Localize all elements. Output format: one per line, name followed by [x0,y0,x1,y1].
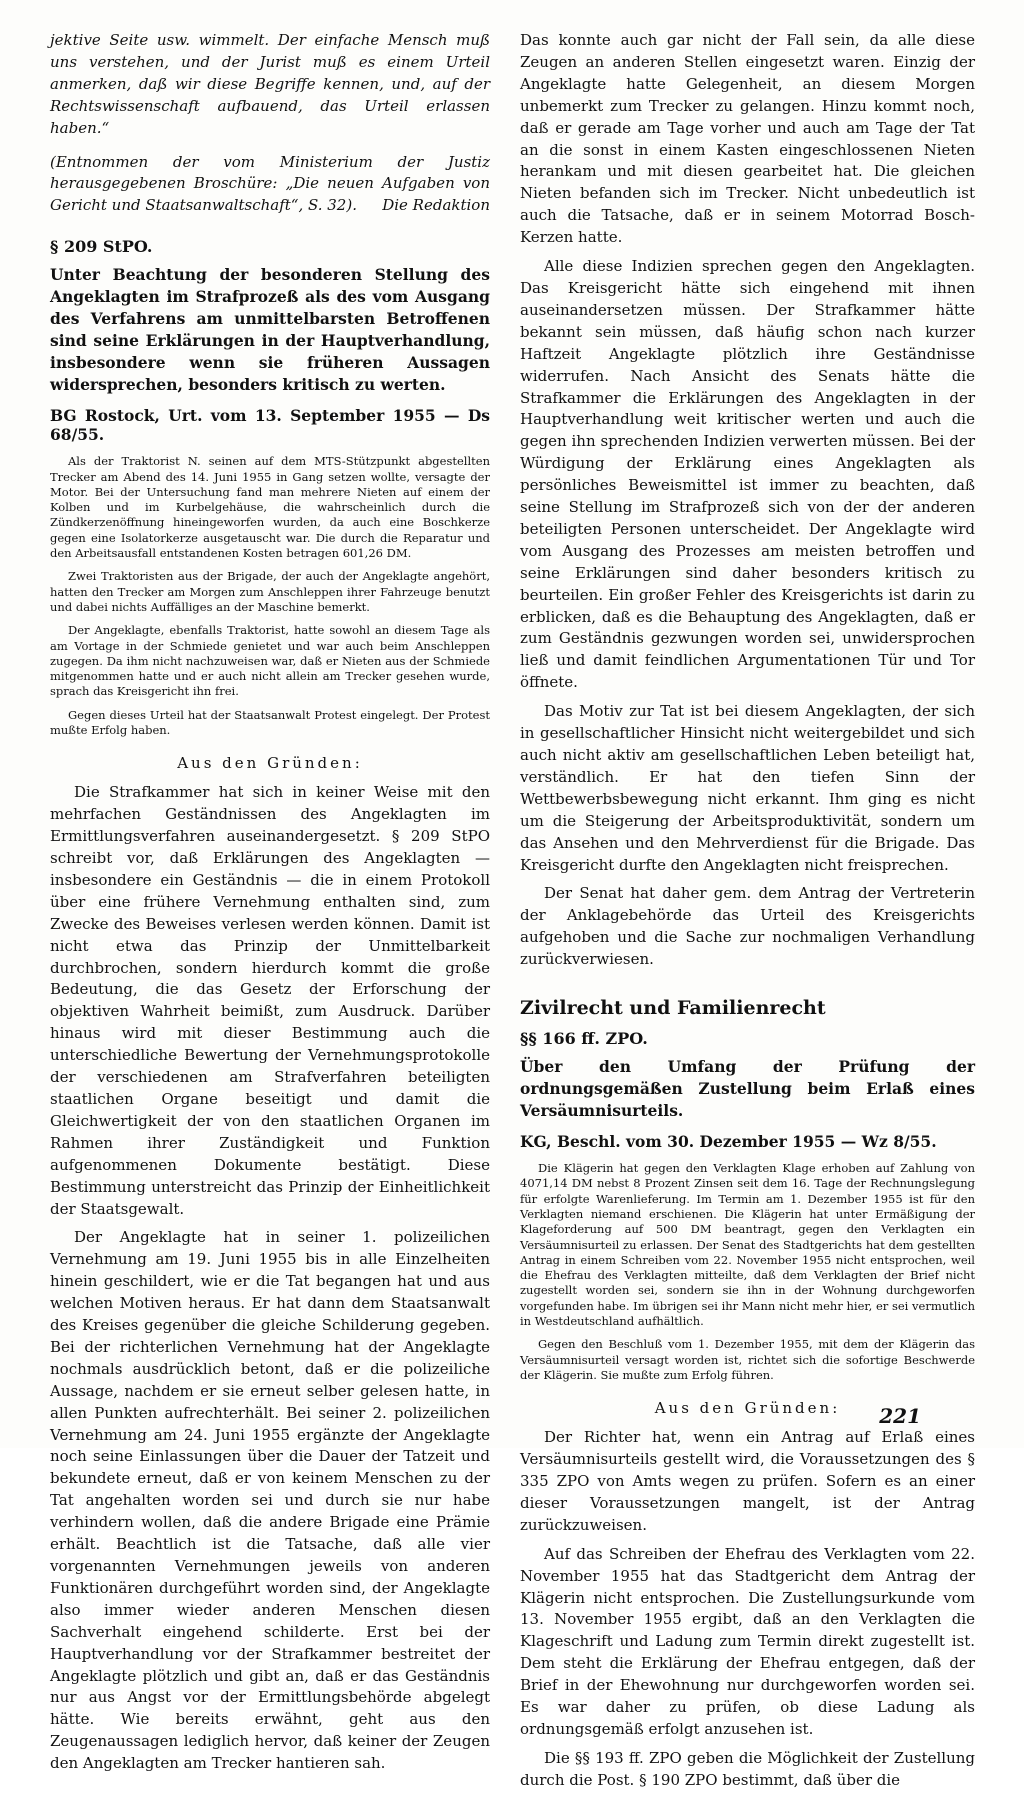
page-number: 221 [879,1404,921,1428]
section-heading-stpo: § 209 StPO. [50,237,153,257]
right-column [520,30,975,1799]
body-paragraph: Das Motiv zur Tat ist bei diesem Angeklagten, der sich in gesellschaftlicher Hinsicht nicht weitergebildet und sich auch nicht aktiv am gesellschaftlichen Leben beteiligt hat, verständlich. Er hat den tiefen Sinn der Wettbewerbsbewegung nicht erkannt. Ihm ging es nicht um die Steigerung der Arbeitsproduktivität, sondern um das Ansehen und den Mehrverdienst für die Brigade. Das Kreisgericht durfte den Angeklagten nicht freisprechen. [520,702,975,874]
facts-paragraph: Die Klägerin hat gegen den Verklagten Klage erhoben auf Zahlung von 4071,14 DM nebst 8 Prozent Zinsen seit dem 16. Tage der Rechnungslegung für erfolgte Warenlieferung. Im Termin am 1. Dezember 1955 ist für den Verklagten niemand erschienen. Die Klägerin hat unter Ermäßigung der Klageforderung auf 500 DM beantragt, gegen den Verklagten ein Versäumnisurteil zu erlassen. Der Senat des Stadtgerichts hat dem gestellten Antrag in einem Schreiben vom 22. November 1955 nicht entsprochen, weil die Ehefrau des Verklagten mitteilte, daß dem Verklagten der Brief nicht zugestellt worden sei, sondern sie ihn in der Wohnung durchgeworfen vorgefunden habe. Im übrigen sei ihr Mann nicht mehr hier, er sei vermutlich in Westdeutschland aufhältlich. [520,1161,975,1329]
headnote-zpo: Über den Umfang der Prüfung der ordnungsgemäßen Zustellung beim Erlaß eines Versäumnisurteils. [520,1057,975,1121]
facts-paragraph: Gegen den Beschluß vom 1. Dezember 1955, mit dem der Klägerin das Versäumnisurteil versagt worden ist, richtet sich die sofortige Beschwerde der Klägerin. Sie mußte zum Erfolg führen. [520,1337,975,1382]
grounds-heading: Aus den Gründen: [177,754,363,773]
section-heading-zpo: §§ 166 ff. ZPO. [520,1029,648,1049]
source-note [50,152,490,218]
grounds-paragraph: Die Strafkammer hat sich in keiner Weise mit den mehrfachen Geständnissen des Angeklagten im Ermittlungsverfahren auseinandergesetzt. § 209 StPO schreibt vor, daß Erklärungen des Angeklagten — insbesondere ein Geständnis — die in einem Protokoll über eine frühere Vernehmung enthalten sind, zum Zwecke des Beweises verlesen werden können. Damit ist nicht etwa das Prinzip der Unmittelbarkeit durchbrochen, sondern hierdurch kommt die große Bedeutung, die das Gesetz der Erforschung der objektiven Wahrheit beimißt, zum Ausdruck. Darüber hinaus wird mit dieser Bestimmung auch die unterschiedliche Bewertung der Vernehmungsprotokolle der verschiedenen am Strafverfahren beteiligten staatlichen Organe beseitigt und damit die Gleichwertigkeit der von den staatlichen Organen im Rahmen ihrer Zuständigkeit und Funktion aufgenommenen Dokumente bestätigt. Diese Bestimmung unterstreicht das Prinzip der Einheitlichkeit der Staatsgewalt. [50,783,490,1218]
grounds-paragraph: Auf das Schreiben der Ehefrau des Verklagten vom 22. November 1955 hat das Stadtgericht dem Antrag der Klägerin nicht entsprochen. Die Zustellungsurkunde vom 13. November 1955 ergibt, daß an den Verklagten die Klageschrift und Ladung zum Termin direkt zugestellt ist. Dem steht die Erklärung der Ehefrau entgegen, daß der Brief in der Ehewohnung nur durchgeworfen worden sei. Es war daher zu prüfen, ob diese Ladung als ordnungsgemäß erfolgt anzusehen ist. [520,1544,975,1738]
left-column [50,30,490,1782]
body-paragraph: Der Senat hat daher gem. dem Antrag der Vertreterin der Anklagebehörde das Urteil des Kreisgerichts aufgehoben und die Sache zur nochmaligen Verhandlung zurückverwiesen. [520,884,975,969]
grounds-heading: Aus den Gründen: [654,1399,841,1418]
source-text: (Entnommen der vom Ministerium der Justiz herausgegebenen Broschüre: „Die neuen Aufgaben von Gericht und Staatsanwaltschaft“, S. 32). [50,152,490,215]
facts-paragraph: Als der Traktorist N. seinen auf dem MTS-Stützpunkt abgestellten Trecker am Abend des 14. Juni 1955 in Gang setzen wollte, versagte der Motor. Bei der Untersuchung fand man mehrere Nieten auf einem der Kolben und im Kurbelgehäuse, die wahrscheinlich durch die Zündkerzenöffnung hineingeworfen wurden, da auch eine Boschkerze gegen eine Isolatorkerze ausgetauscht war. Die durch die Reparatur und den Arbeitsausfall entstandenen Kosten betragen 601,26 DM. [50,454,490,561]
body-paragraph: Das konnte auch gar nicht der Fall sein, da alle diese Zeugen an anderen Stellen eingesetzt waren. Einzig der Angeklagte hatte Gelegenheit, an diesem Morgen unbemerkt zum Trecker zu gelangen. Hinzu kommt noch, daß er gerade am Tage vorher und auch am Tage der Tat an die sonst in einem Kasten eingeschlossenen Nieten herankam und mit diesen gearbeitet hat. Die gleichen Nieten befanden sich im Trecker. Nicht unbedeutlich ist auch die Tatsache, daß er in seinem Motorrad Bosch-Kerzen hatte. [520,31,975,247]
headnote-stpo: Unter Beachtung der besonderen Stellung des Angeklagten im Strafprozeß als des vom Ausgang des Verfahrens am unmittelbarsten Betroffenen sind seine Erklärungen in der Hauptverhandlung, insbesondere wenn sie früheren Aussagen widersprechen, besonders kritisch zu werten. [50,265,490,395]
source-signature: Die Redaktion [382,196,490,215]
grounds-paragraph: Der Angeklagte hat in seiner 1. polizeilichen Vernehmung am 19. Juni 1955 bis in alle Einzelheiten hinein geschildert, wie er die Tat begangen hat und aus welchen Motiven heraus. Er hat dann dem Staatsanwalt des Kreises gegenüber die gleiche Schilderung gegeben. Bei der richterlichen Vernehmung hat der Angeklagte nochmals ausdrücklich betont, daß er die polizeiliche Aussage, nachdem er sie erneut selber gelesen hatte, in allen Punkten aufrechterhält. Bei seiner 2. polizeilichen Vernehmung am 24. Juni 1955 ergänzte der Angeklagte noch seine Einlassungen über die Dauer der Tatzeit und bekundete erneut, daß er von keinem Menschen zu der Tat angehalten worden sei und durch sie nur habe verhindern wollen, daß die andere Brigade eine Prämie erhält. Beachtlich ist die Tatsache, daß alle vier vorgenannten Vernehmungen jeweils von anderen Funktionären durchgeführt worden sind, der Angeklagte also immer wieder anderen Menschen diesen Sachverhalt eingehend schilderte. Erst bei der Hauptverhandlung vor der Strafkammer bestreitet der Angeklagte plötzlich und gibt an, daß er das Geständnis nur aus Angst vor der Ermittlungsbehörde abgelegt hätte. Wie bereits erwähnt, geht aus den Zeugenaussagen lediglich hervor, daß keiner der Zeugen den Angeklagten am Trecker hantieren sah. [50,1228,490,1773]
facts-paragraph: Der Angeklagte, ebenfalls Traktorist, hatte sowohl an diesem Tage als am Vortage in der Schmiede genietet und war auch beim Anschleppen zugegen. Da ihm nicht nachzuweisen war, daß er Nieten aus der Schmiede mitgenommen hatte und er auch nicht allein am Trecker gesehen wurde, sprach das Kreisgericht ihn frei. [50,623,490,699]
facts-paragraph: Zwei Traktoristen aus der Brigade, der auch der Angeklagte angehört, hatten den Trecker am Morgen zum Anschleppen ihrer Fahrzeuge benutzt und dabei nichts Auffälliges an der Maschine bemerkt. [50,569,490,614]
intro-quote: jektive Seite usw. wimmelt. Der einfache Mensch muß uns verstehen, und der Jurist muß es einem Urteil anmerken, daß wir diese Begriffe kennen, und, auf der Rechtswissenschaft aufbauend, das Urteil erlassen haben.“ [50,31,490,137]
grounds-paragraph: Die §§ 193 ff. ZPO geben die Möglichkeit der Zustellung durch die Post. § 190 ZPO bestimmt, daß über die [520,1748,975,1789]
court-reference-rostock: BG Rostock, Urt. vom 13. September 1955 — Ds 68/55. [50,406,490,445]
section-title: Zivilrecht und Familienrecht [520,997,826,1020]
court-reference-kg: KG, Beschl. vom 30. Dezember 1955 — Wz 8/55. [520,1132,937,1152]
body-paragraph: Alle diese Indizien sprechen gegen den Angeklagten. Das Kreisgericht hätte sich eingehend mit ihnen auseinandersetzen müssen. Der Strafkammer hätte bekannt sein müssen, daß häufig schon nach kurzer Haftzeit Angeklagte plötzlich ihre Geständnisse widerrufen. Nach Ansicht des Senats hätte die Strafkammer die Erklärungen des Angeklagten in der Hauptverhandlung weit kritischer werten und auch die gegen ihn sprechenden Indizien verwerten müssen. Bei der Würdigung der Erklärung eines Angeklagten als persönliches Beweismittel ist immer zu beachten, daß seine Stellung im Strafprozeß sich von der der anderen beteiligten Personen unterscheidet. Der Angeklagte wird vom Ausgang des Prozesses am meisten betroffen und seine Erklärungen sind daher besonders kritisch zu beurteilen. Ein großer Fehler des Kreisgerichts ist darin zu erblicken, daß es die Behauptung des Angeklagten, daß er zum Geständnis gezwungen worden sei, unwidersprochen ließ und damit feindlichen Argumentationen Tür und Tor öffnete. [520,257,975,692]
grounds-paragraph: Der Richter hat, wenn ein Antrag auf Erlaß eines Versäumnisurteils gestellt wird, die Voraussetzungen des § 335 ZPO von Amts wegen zu prüfen. Sofern es an einer dieser Voraussetzungen mangelt, ist der Antrag zurückzuweisen. [520,1428,975,1534]
facts-paragraph: Gegen dieses Urteil hat der Staatsanwalt Protest eingelegt. Der Protest mußte Erfolg haben. [50,707,490,737]
